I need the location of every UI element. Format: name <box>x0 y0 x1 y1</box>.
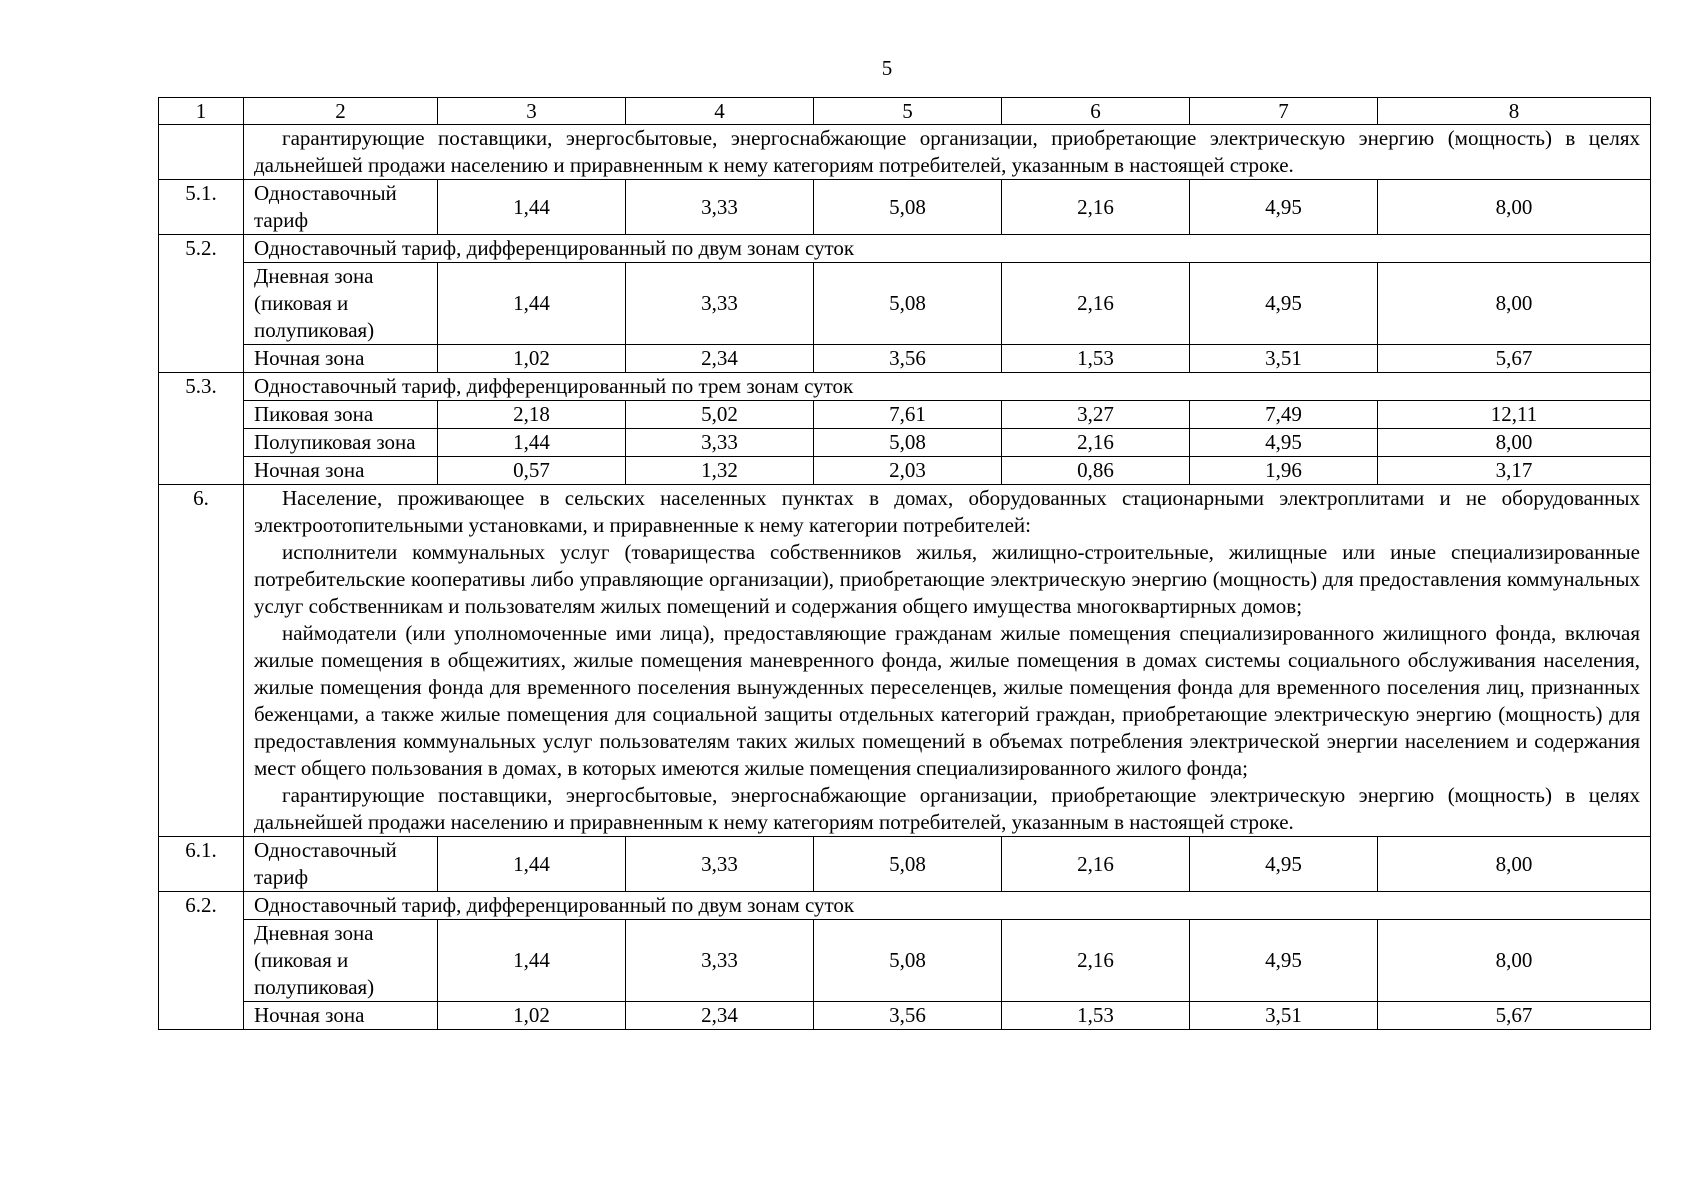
value-cell: 4,95 <box>1190 263 1378 345</box>
value-cell: 1,02 <box>438 345 626 373</box>
value-cell: 2,16 <box>1002 263 1190 345</box>
value-cell: 4,95 <box>1190 920 1378 1002</box>
col-header: 3 <box>438 98 626 125</box>
value-cell: 3,56 <box>814 1002 1002 1030</box>
row-number: 5.2. <box>159 235 244 373</box>
value-cell: 1,44 <box>438 837 626 892</box>
row-label: Полупиковая зона <box>244 429 438 457</box>
col-header: 6 <box>1002 98 1190 125</box>
row-5-1 <box>159 180 1651 235</box>
row-5-2-title <box>159 235 1651 263</box>
row-6-2-day <box>159 920 1651 1002</box>
value-cell: 3,33 <box>626 837 814 892</box>
value-cell: 8,00 <box>1378 920 1651 1002</box>
column-number-header <box>159 98 1651 125</box>
value-cell: 5,67 <box>1378 345 1651 373</box>
value-cell: 2,16 <box>1002 429 1190 457</box>
row-6 <box>159 485 1651 837</box>
value-cell: 12,11 <box>1378 401 1651 429</box>
value-cell: 2,34 <box>626 1002 814 1030</box>
row-label: Дневная зона (пиковая и полупиковая) <box>244 920 438 1002</box>
value-cell: 5,08 <box>814 920 1002 1002</box>
value-cell: 1,44 <box>438 180 626 235</box>
value-cell: 5,08 <box>814 180 1002 235</box>
row-title: Одноставочный тариф, дифференцированный по трем зонам суток <box>244 373 1651 401</box>
row-number: 6.1. <box>159 837 244 892</box>
row-6-description <box>244 485 1651 837</box>
col-header: 7 <box>1190 98 1378 125</box>
row-5-2-day <box>159 263 1651 345</box>
row-label: Дневная зона (пиковая и полупиковая) <box>244 263 438 345</box>
block-5-intro-row <box>159 125 1651 180</box>
row-5-3-night <box>159 457 1651 485</box>
row-6-2-title <box>159 892 1651 920</box>
value-cell: 2,03 <box>814 457 1002 485</box>
page-number: 5 <box>881 56 893 80</box>
row-number: 6. <box>159 485 244 837</box>
value-cell: 3,33 <box>626 263 814 345</box>
value-cell: 3,33 <box>626 920 814 1002</box>
row-label: Ночная зона <box>244 345 438 373</box>
row-label: Пиковая зона <box>244 401 438 429</box>
row-6-1 <box>159 837 1651 892</box>
col-header: 4 <box>626 98 814 125</box>
value-cell: 1,53 <box>1002 1002 1190 1030</box>
value-cell: 1,02 <box>438 1002 626 1030</box>
value-cell: 0,86 <box>1002 457 1190 485</box>
row-5-2-night <box>159 345 1651 373</box>
col-header: 5 <box>814 98 1002 125</box>
value-cell: 1,96 <box>1190 457 1378 485</box>
value-cell: 2,16 <box>1002 180 1190 235</box>
row-number <box>159 125 244 180</box>
value-cell: 2,16 <box>1002 920 1190 1002</box>
row-label: Одноставочный тариф <box>244 837 438 892</box>
row-5-3-semi-peak <box>159 429 1651 457</box>
value-cell: 3,56 <box>814 345 1002 373</box>
value-cell: 3,51 <box>1190 1002 1378 1030</box>
paragraph: Население, проживающее в сельских населенных пунктах в домах, оборудованных стационарными электроплитами и не оборудованных электроотопительными установками, и приравненные к нему категории потребителей: <box>254 486 1640 537</box>
value-cell: 1,53 <box>1002 345 1190 373</box>
value-cell: 4,95 <box>1190 837 1378 892</box>
row-number: 5.3. <box>159 373 244 485</box>
value-cell: 5,02 <box>626 401 814 429</box>
row-6-2-night <box>159 1002 1651 1030</box>
value-cell: 2,34 <box>626 345 814 373</box>
tariff-table-container <box>158 97 1650 1030</box>
paragraph: наймодатели (или уполномоченные ими лица), предоставляющие гражданам жилые помещения специализированного жилищного фонда, включая жилые помещения в общежитиях, жилые помещения маневренного фонда, жилые помещения в домах системы социального обслуживания населения, жилые помещения фонда для временного поселения вынужденных переселенцев, жилые помещения фонда для временного поселения лиц, признанных беженцами, а также жилые помещения для социальной защиты отдельных категорий граждан, приобретающие электрическую энергию (мощность) для предоставления коммунальных услуг пользователям таких жилых помещений в объемах потребления электрической энергии населением и содержания мест общего пользования в домах, в которых имеются жилые помещения специализированного жилого фонда; <box>254 621 1640 780</box>
value-cell: 3,17 <box>1378 457 1651 485</box>
value-cell: 5,08 <box>814 837 1002 892</box>
value-cell: 8,00 <box>1378 429 1651 457</box>
col-header: 1 <box>159 98 244 125</box>
col-header: 8 <box>1378 98 1651 125</box>
value-cell: 5,08 <box>814 429 1002 457</box>
value-cell: 0,57 <box>438 457 626 485</box>
row-number: 6.2. <box>159 892 244 1030</box>
row-label: Одноставочный тариф <box>244 180 438 235</box>
value-cell: 1,32 <box>626 457 814 485</box>
row-label: Ночная зона <box>244 457 438 485</box>
value-cell: 2,18 <box>438 401 626 429</box>
value-cell: 2,16 <box>1002 837 1190 892</box>
paragraph: исполнители коммунальных услуг (товарищества собственников жилья, жилищно-строительные, жилищные или иные специализированные потребительские кооперативы либо управляющие организации), приобретающие электрическую энергию (мощность) для предоставления коммунальных услуг собственникам и пользователям жилых помещений и содержания общего имущества многоквартирных домов; <box>254 540 1640 618</box>
row-5-3-peak <box>159 401 1651 429</box>
value-cell: 3,51 <box>1190 345 1378 373</box>
row-label: Ночная зона <box>244 1002 438 1030</box>
value-cell: 8,00 <box>1378 263 1651 345</box>
value-cell: 4,95 <box>1190 429 1378 457</box>
value-cell: 8,00 <box>1378 180 1651 235</box>
paragraph: гарантирующие поставщики, энергосбытовые, энергоснабжающие организации, приобретающие электрическую энергию (мощность) в целях дальнейшей продажи населению и приравненным к нему категориям потребителей, указанным в настоящей строке. <box>254 783 1640 834</box>
value-cell: 1,44 <box>438 920 626 1002</box>
value-cell: 1,44 <box>438 429 626 457</box>
value-cell: 7,61 <box>814 401 1002 429</box>
value-cell: 3,33 <box>626 429 814 457</box>
value-cell: 1,44 <box>438 263 626 345</box>
value-cell: 7,49 <box>1190 401 1378 429</box>
row-title: Одноставочный тариф, дифференцированный по двум зонам суток <box>244 892 1651 920</box>
value-cell: 4,95 <box>1190 180 1378 235</box>
tariff-table <box>158 97 1651 1030</box>
value-cell: 3,27 <box>1002 401 1190 429</box>
row-5-3-title <box>159 373 1651 401</box>
value-cell: 5,67 <box>1378 1002 1651 1030</box>
row-number: 5.1. <box>159 180 244 235</box>
value-cell: 3,33 <box>626 180 814 235</box>
block-5-intro: гарантирующие поставщики, энергосбытовые, энергоснабжающие организации, приобретающие электрическую энергию (мощность) в целях дальнейшей продажи населению и приравненным к нему категориям потребителей, указанным в настоящей строке. <box>244 125 1651 180</box>
col-header: 2 <box>244 98 438 125</box>
value-cell: 5,08 <box>814 263 1002 345</box>
row-title: Одноставочный тариф, дифференцированный по двум зонам суток <box>244 235 1651 263</box>
value-cell: 8,00 <box>1378 837 1651 892</box>
